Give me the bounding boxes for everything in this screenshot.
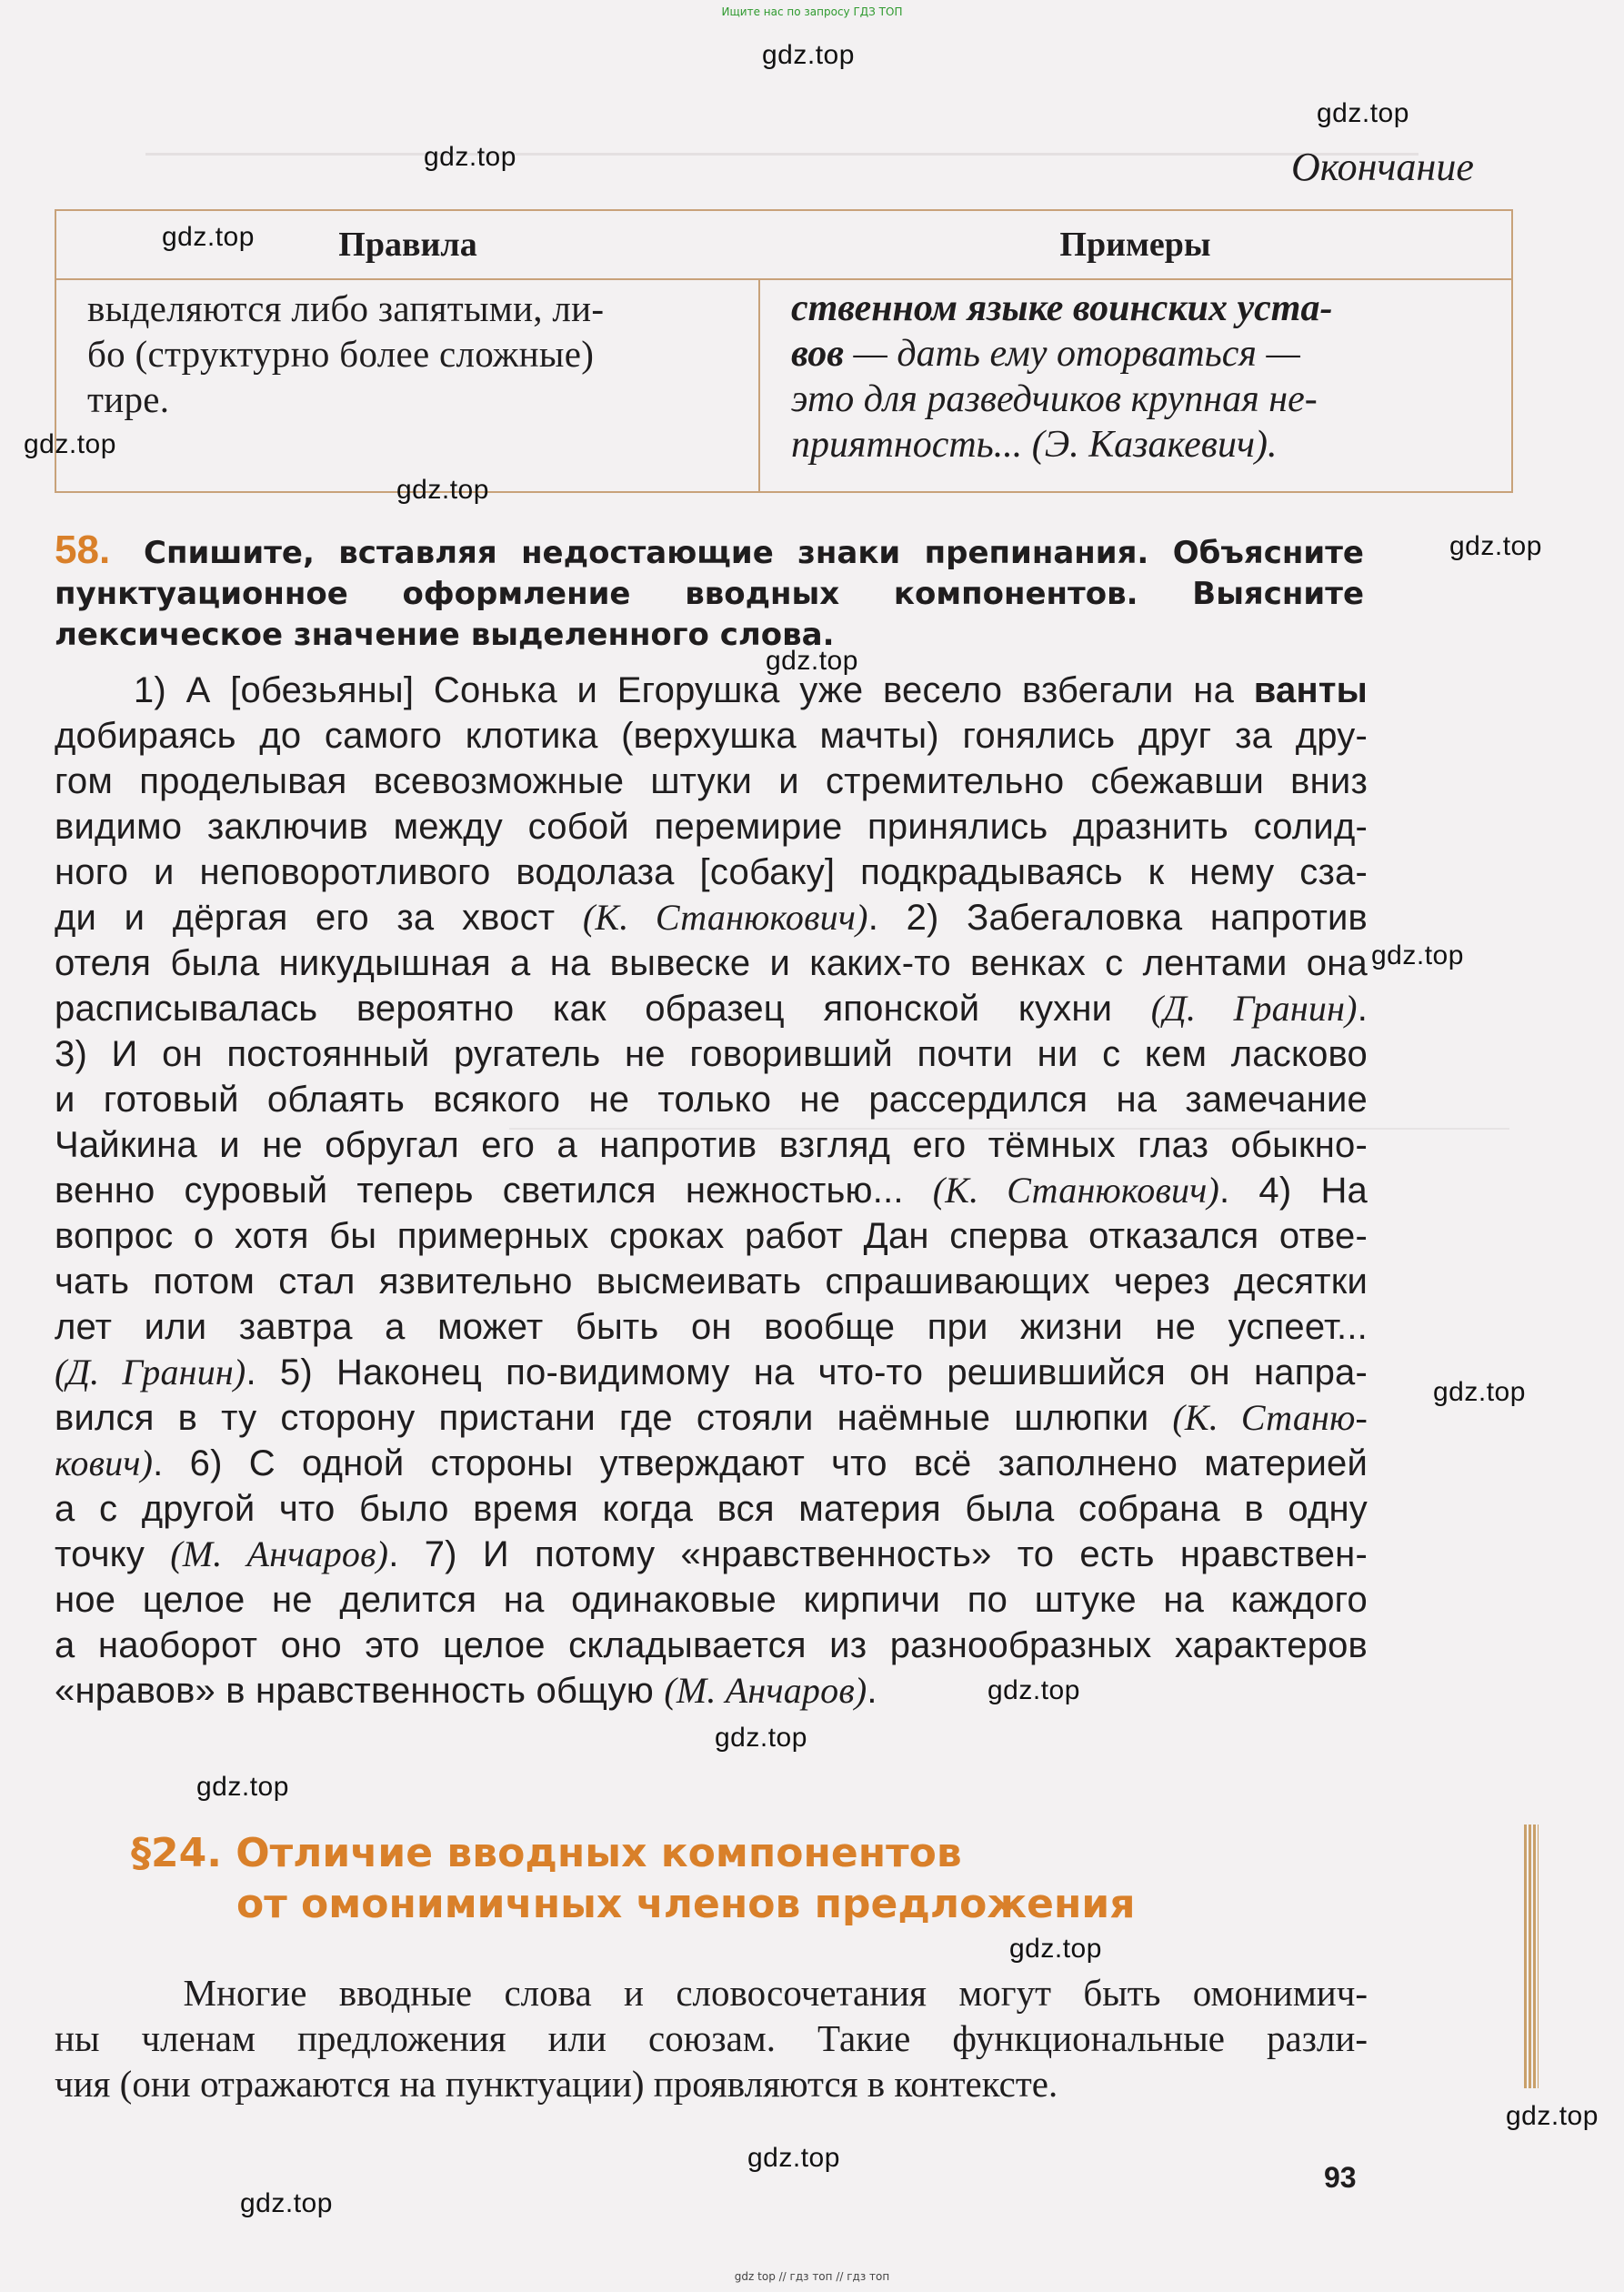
exercise-line: [55, 1668, 1368, 1714]
exercise-line: [55, 1304, 1368, 1350]
rule-line: выделяются либо запятыми, ли-: [87, 287, 605, 329]
exercise-line: [55, 1532, 1368, 1577]
exercise-text-run: а с другой что было время когда вся материя была собрана в одну: [55, 1489, 1368, 1529]
exercise-line: [55, 1623, 1368, 1668]
watermark: gdz.top: [766, 646, 858, 676]
example-line: приятность... (Э. Казакевич).: [791, 424, 1278, 466]
example-line: вов — дать ему оторваться —: [791, 333, 1300, 375]
exercise-text-run: ного и неповоротливого водолаза [собаку] подкрадываясь к нему сза-: [55, 852, 1368, 892]
exercise-text-run: вился в ту сторону пристани где стояли наёмные шлюпки: [55, 1398, 1173, 1438]
rules-table: [55, 209, 1513, 493]
exercise-line: [55, 940, 1368, 986]
exercise-text-run: 1) А [обезьяны] Сонька и Егорушка уже весело взбегали на: [55, 670, 1254, 710]
task-heading: Спишите, вставляя недостающие знаки препинания. Объясните пунктуационное оформление вводных компонентов. Выясните лексическое значение выделенного слова.: [55, 535, 1364, 653]
table-header-rules: Правила: [55, 210, 759, 279]
table-header-examples: Примеры: [759, 210, 1512, 279]
exercise-text-run: 3) И он постоянный ругатель не говоривший почти ни с кем ласково: [55, 1034, 1368, 1074]
source-attribution: (М. Анчаров): [170, 1533, 389, 1574]
exercise-line: [55, 668, 1368, 713]
exercise-line: [55, 986, 1368, 1031]
exercise-text: [55, 668, 1368, 1714]
section-title-line: §24. Отличие вводных компонентов: [131, 1830, 962, 1876]
exercise-line: [55, 1031, 1368, 1077]
source-attribution: (Д. Гранин): [1150, 988, 1358, 1029]
rules-cell: [55, 279, 759, 492]
exercise-text-run: отеля была никудышная а на вывеске и каких-то венках с лентами она: [55, 943, 1368, 983]
source-attribution: кович): [55, 1443, 154, 1483]
watermark: gdz.top: [1009, 1934, 1102, 1964]
exercise-line: [55, 895, 1368, 940]
exercise-text-run: а наоборот оно это целое складывается из разнообразных характеров: [55, 1625, 1368, 1665]
exercise-text-run: «нравов» в нравственность общую: [55, 1671, 665, 1711]
exercise-text-run: . 4) На: [1219, 1171, 1368, 1211]
example-line: это для разведчиков крупная не-: [791, 378, 1318, 420]
exercise-line: [55, 1486, 1368, 1532]
exercise-text-run: . 7) И потому «нравственность» то есть нравствен-: [388, 1534, 1368, 1574]
exercise-line: [55, 1577, 1368, 1623]
exercise-line: [55, 1395, 1368, 1441]
watermark: gdz.top: [1506, 2101, 1599, 2131]
source-attribution: (К. Станю-: [1172, 1397, 1368, 1438]
task-number: 58.: [55, 528, 111, 572]
watermark: gdz.top: [987, 1675, 1080, 1705]
section-title: [131, 1828, 1136, 1930]
body-line: Многие вводные слова и словосочетания могут быть омонимич-: [55, 1972, 1368, 2014]
watermark: gdz.top: [24, 429, 116, 459]
exercise-line: [55, 849, 1368, 895]
exercise-line: [55, 713, 1368, 759]
exercise-line: [55, 1350, 1368, 1395]
exercise-text-run: чать потом стал язвительно высмеивать спрашивающих через десятки: [55, 1262, 1368, 1302]
exercise-line: [55, 1077, 1368, 1122]
watermark: gdz.top: [240, 2188, 333, 2218]
examples-cell: [759, 279, 1512, 492]
rule-line: тире.: [87, 378, 170, 420]
watermark: gdz.top: [1449, 531, 1542, 561]
exercise-line: [55, 1168, 1368, 1213]
watermark: gdz.top: [762, 40, 855, 70]
highlighted-word: ванты: [1253, 670, 1368, 710]
exercise-text-run: .: [1357, 989, 1368, 1029]
section-body-text: [55, 1970, 1368, 2106]
source-attribution: (К. Станюкович): [932, 1170, 1220, 1211]
exercise-text-run: видимо заключив между собой перемирие принялись дразнить солид-: [55, 807, 1368, 847]
watermark: gdz.top: [747, 2143, 840, 2173]
exercise-text-run: лет или завтра а может быть он вообще при жизни не успеет...: [55, 1307, 1368, 1347]
exercise-text-run: ное целое не делится на одинаковые кирпичи по штуке на каждого: [55, 1580, 1368, 1620]
top-banner: Ищите нас по запросу ГДЗ ТОП: [721, 5, 903, 18]
page-number: 93: [1324, 2161, 1357, 2194]
exercise-text-run: . 6) С одной стороны утверждают что всё заполнено материей: [153, 1443, 1368, 1483]
source-attribution: (К. Станюкович): [582, 897, 868, 938]
exercise-text-run: . 2) Забегаловка напротив: [867, 898, 1368, 938]
watermark: gdz.top: [715, 1723, 807, 1753]
body-line: чия (они отражаются на пунктуации) проявляются в контексте.: [55, 2063, 1058, 2105]
exercise-text-run: точку: [55, 1534, 171, 1574]
example-line: ственном языке воинских уста-: [791, 287, 1333, 329]
source-attribution: (Д. Гранин): [55, 1352, 246, 1392]
exercise-text-run: и готовый облаять всякого не только не рассердился на замечание: [55, 1080, 1368, 1120]
exercise-text-run: ди и дёргая его за хвост: [55, 898, 583, 938]
exercise-text-run: расписывалась вероятно как образец японской кухни: [55, 989, 1151, 1029]
exercise-text-run: Чайкина и не обругал его а напротив взгляд его тёмных глаз обыкно-: [55, 1125, 1368, 1165]
exercise-line: [55, 1122, 1368, 1168]
watermark: gdz.top: [1371, 940, 1464, 970]
source-attribution: (М. Анчаров): [664, 1670, 867, 1711]
bleed-through-rule: [145, 153, 1418, 177]
rule-line: бо (структурно более сложные): [87, 333, 595, 375]
exercise-text-run: .: [867, 1671, 877, 1711]
exercise-line: [55, 1259, 1368, 1304]
watermark: gdz.top: [1433, 1377, 1526, 1407]
section-title-line: от омонимичных членов предложения: [236, 1881, 1136, 1927]
watermark: gdz.top: [1317, 98, 1409, 128]
table-continuation-caption: Окончание: [1291, 145, 1474, 189]
exercise-text-run: венно суровый теперь светился нежностью...: [55, 1171, 933, 1211]
exercise-text-run: гом проделывая всевозможные штуки и стремительно сбежавши вниз: [55, 761, 1368, 801]
exercise-line: [55, 759, 1368, 804]
watermark: gdz.top: [424, 142, 516, 172]
watermark: gdz.top: [196, 1772, 289, 1802]
exercise-text-run: добираясь до самого клотика (верхушка мачты) гонялись друг за дру-: [55, 716, 1368, 756]
exercise-line: [55, 1441, 1368, 1486]
watermark: gdz.top: [162, 222, 255, 252]
exercise-line: [55, 1213, 1368, 1259]
exercise-text-run: вопрос о хотя бы примерных сроках работ Дан сперва отказался отве-: [55, 1216, 1368, 1256]
bottom-banner: gdz top // гдз топ // гдз топ: [734, 2270, 890, 2283]
body-line: ны членам предложения или союзам. Такие функциональные разли-: [55, 2017, 1368, 2059]
exercise-line: [55, 804, 1368, 849]
page-edge-stripes: [1524, 1825, 1539, 2088]
watermark: gdz.top: [396, 475, 489, 505]
exercise-text-run: . 5) Наконец по-видимому на что-то решившийся он напра-: [246, 1352, 1368, 1392]
